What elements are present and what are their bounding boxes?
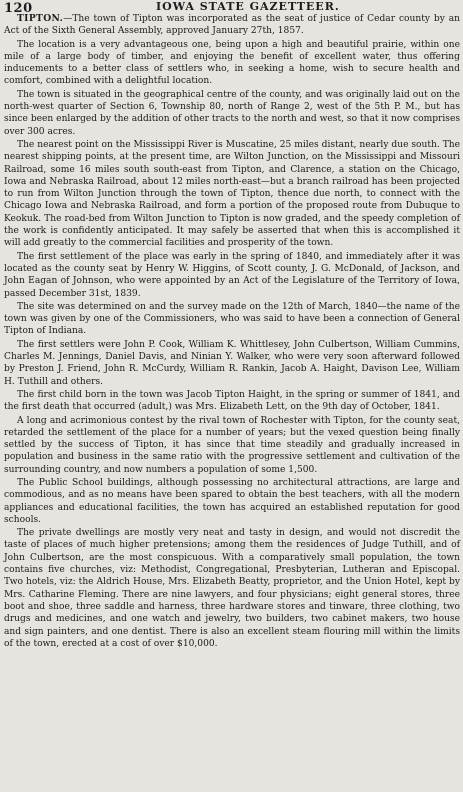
paragraph-site-survey: The site was determined on and the survey made on the 12th of March, 1840—the name of the town was given by one of the Commissioners, who was said to have been a connection of General Tipton of Indiana. xyxy=(4,301,460,337)
paragraph-schools: The Public School buildings, although possessing no architectural attractions, are large and commodious, and as no means have been spared to obtain the best teachers, with all the modern appliances and educational facilities, the town has acquired an established reputation for good schools. xyxy=(4,477,460,525)
paragraph-situation: The town is situated in the geographical centre of the county, and was originally laid out on the north-west quarter of Section 6, Township 80, north of Range 2, west of the 5th P. M., but has since been enlarged by the addition of other tracts to the north and west, so that it now comprises over 300 acres. xyxy=(4,89,460,137)
paragraph-transport: The nearest point on the Mississippi River is Muscatine, 25 miles distant, nearly due south. The nearest shipping points, at the present time, are Wilton Junction, on the Mississippi and Missouri Railroad, some 16 miles south south-east from Tipton, and Clarence, a station on the Chicago, Iowa and Nebraska Railroad, about 12 miles north-east—but a branch railroad has been projected to run from Wilton Junction through the town of Tipton, thence due north, to connect with the Chicago Iowa and Nebraska Railroad, and form a portion of the proposed route from Dubuque to Keokuk. The road-bed from Wilton Junction to Tipton is now graded, and the speedy completion of the work is confidently anticipated. It may safely be asserted that when this is accomplished it will add greatly to the commercial facilities and prosperity of the town. xyxy=(4,139,460,249)
lead-text: —The town of Tipton was incorporated as the seat of justice of Cedar county by an Act of the Sixth General Assembly, approved January 27th, 1857. xyxy=(4,14,460,37)
paragraph-first-settlement: The first settlement of the place was early in the spring of 1840, and immediately after it was located as the county seat by Henry W. Higgins, of Scott county, J. G. McDonald, of Jackson, and John Eagan of Johnson, who were appointed by an Act of the Legislature of the Territory of Iowa, passed December 31st, 1839. xyxy=(4,251,460,299)
article-title: TIPTON. xyxy=(17,13,64,24)
paragraph-location: The location is a very advantageous one, being upon a high and beautiful prairie, within one mile of a large body of timber, and enjoying the benefit of excellent water, thus offering inducements to a better class of settlers who, in seeking a home, wish to secure health and comfort, combined with a delightful location. xyxy=(4,39,460,87)
running-head: IOWA STATE GAZETTEER. xyxy=(156,0,340,13)
article-body xyxy=(4,13,460,651)
paragraph-first-child: The first child born in the town was Jacob Tipton Haight, in the spring or summer of 1841, and the first death that occurred (adult,) was Mrs. Elizabeth Lett, on the 9th day of October, 1841. xyxy=(4,389,460,413)
page-number: 120 xyxy=(4,1,33,16)
paragraph-dwellings-business: The private dwellings are mostly very neat and tasty in design, and would not discredit the taste of places of much higher pretensions; among them the residences of Judge Tuthill, and of John Culbertson, are the most conspicuous. With a comparatively small population, the town contains five churches, viz: Methodist, Congregational, Presbyterian, Lutheran and Episcopal. Two hotels, viz: the Aldrich House, Mrs. Elizabeth Beatty, proprietor, and the Union Hotel, kept by Mrs. Catharine Fleming. There are nine lawyers, and four physicians; eight general stores, three boot and shoe, three saddle and harness, three hardware stores and tinware, three clothing, two drugs and medicines, and one watch and jewelry, two builders, two cabinet makers, two house and sign painters, and one dentist. There is also an excellent steam flouring mill within the limits of the town, erected at a cost of over $10,000. xyxy=(4,528,460,649)
paragraph-first-settlers: The first settlers were John P. Cook, William K. Whittlesey, John Culbertson, William Cummins, Charles M. Jennings, Daniel Davis, and Ninian Y. Walker, who were very soon afterward followed by Preston J. Friend, John R. McCurdy, William R. Rankin, Jacob A. Haight, Davison Lee, William H. Tuthill and others. xyxy=(4,339,460,387)
lead-paragraph xyxy=(4,13,460,38)
paragraph-county-seat-contest: A long and acrimonious contest by the rival town of Rochester with Tipton, for the county seat, retarded the settlement of the place for a number of years; but the vexed question being finally settled by the success of Tipton, it has since that time steadily and gradually increased in population and business in the same ratio with the progressive settlement and cultivation of the surrounding country, and now numbers a population of some 1,500. xyxy=(4,415,460,475)
